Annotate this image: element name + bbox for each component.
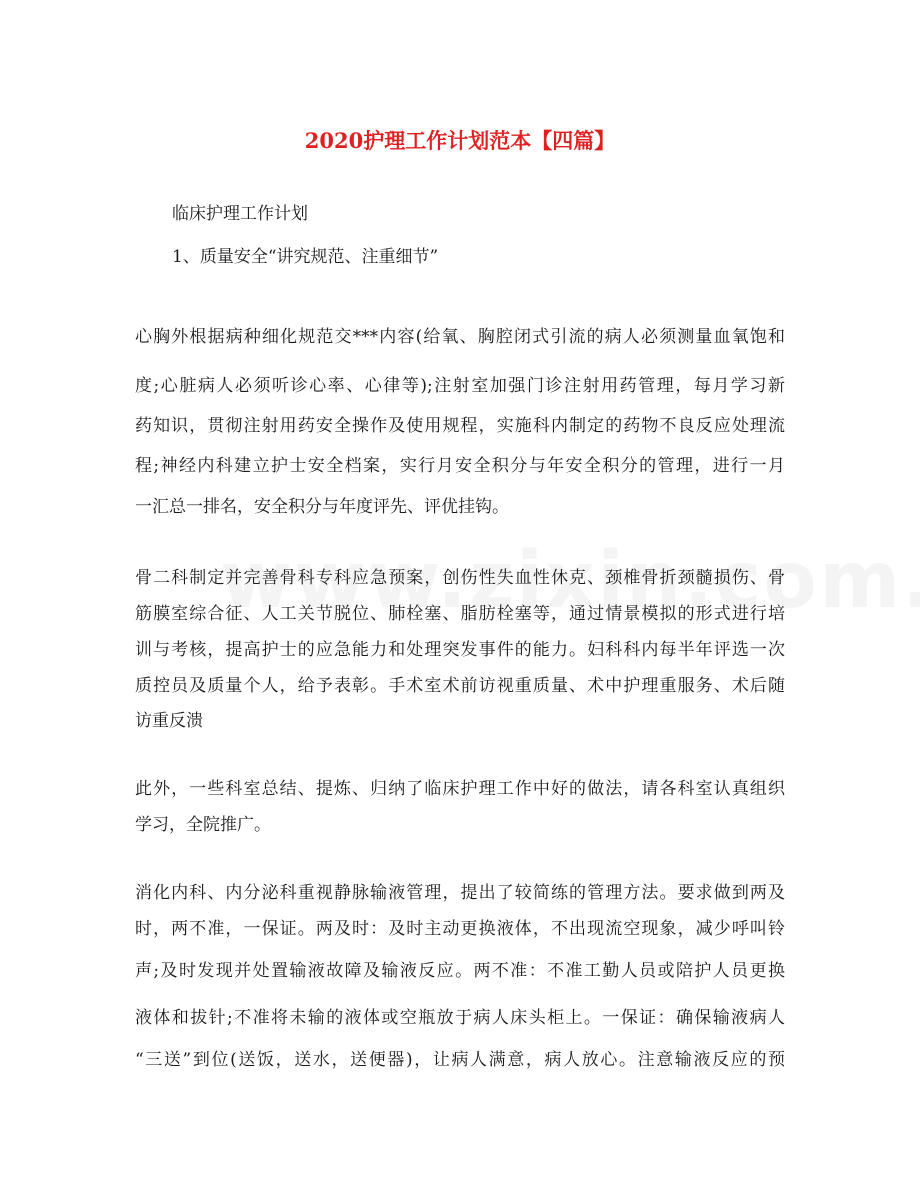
paragraph-4-line-4: 液体和拔针;不准将未输的液体或空瓶放于病人床头柜上。一保证：确保输液病人 xyxy=(135,1008,785,1028)
paragraph-1-line-4: 程;神经内科建立护士安全档案，实行月安全积分与年安全积分的管理，进行一月 xyxy=(135,456,785,476)
paragraph-2-line-3: 训与考核，提高护士的应急能力和处理突发事件的能力。妇科科内每半年评选一次 xyxy=(135,640,785,660)
paragraph-4-line-5: “三送”到位(送饭，送水，送便器)，让病人满意，病人放心。注意输液反应的预 xyxy=(135,1050,785,1070)
paragraph-2-line-4: 质控员及质量个人，给予表彰。手术室术前访视重质量、术中护理重服务、术后随 xyxy=(135,676,785,696)
paragraph-4-line-2: 时，两不准，一保证。两及时：及时主动更换液体，不出现流空现象，减少呼叫铃 xyxy=(135,919,785,939)
paragraph-4-line-1: 消化内科、内分泌科重视静脉输液管理，提出了较简练的管理方法。要求做到两及 xyxy=(135,883,785,903)
paragraph-3-line-1: 此外，一些科室总结、提炼、归纳了临床护理工作中好的做法，请各科室认真组织 xyxy=(135,779,785,799)
document-title: 2020护理工作计划范本【四篇】 xyxy=(304,128,616,153)
paragraph-1-line-5: 一汇总一排名，安全积分与年度评先、评优挂钩。 xyxy=(135,497,509,517)
section-subheading: 1、质量安全“讲究规范、注重细节” xyxy=(172,247,439,267)
paragraph-2-line-2: 筋膜室综合征、人工关节脱位、肺栓塞、脂肪栓塞等，通过情景模拟的形式进行培 xyxy=(135,604,785,624)
paragraph-2-line-1: 骨二科制定并完善骨科专科应急预案，创伤性失血性休克、颈椎骨折颈髓损伤、骨 xyxy=(135,568,785,588)
section-heading: 临床护理工作计划 xyxy=(172,204,308,224)
paragraph-3-line-2: 学习，全院推广。 xyxy=(135,815,271,835)
paragraph-2-line-5: 访重反溃 xyxy=(135,711,203,731)
paragraph-1-line-3: 药知识，贯彻注射用药安全操作及使用规程，实施科内制定的药物不良反应处理流 xyxy=(135,416,785,436)
paragraph-4-line-3: 声;及时发现并处置输液故障及输液反应。两不准：不准工勤人员或陪护人员更换 xyxy=(135,961,785,981)
paragraph-1-line-1: 心胸外根据病种细化规范交***内容(给氧、胸腔闭式引流的病人必须测量血氧饱和 xyxy=(135,327,785,347)
paragraph-1-line-2: 度;心脏病人必须听诊心率、心律等);注射室加强门诊注射用药管理，每月学习新 xyxy=(135,376,785,396)
